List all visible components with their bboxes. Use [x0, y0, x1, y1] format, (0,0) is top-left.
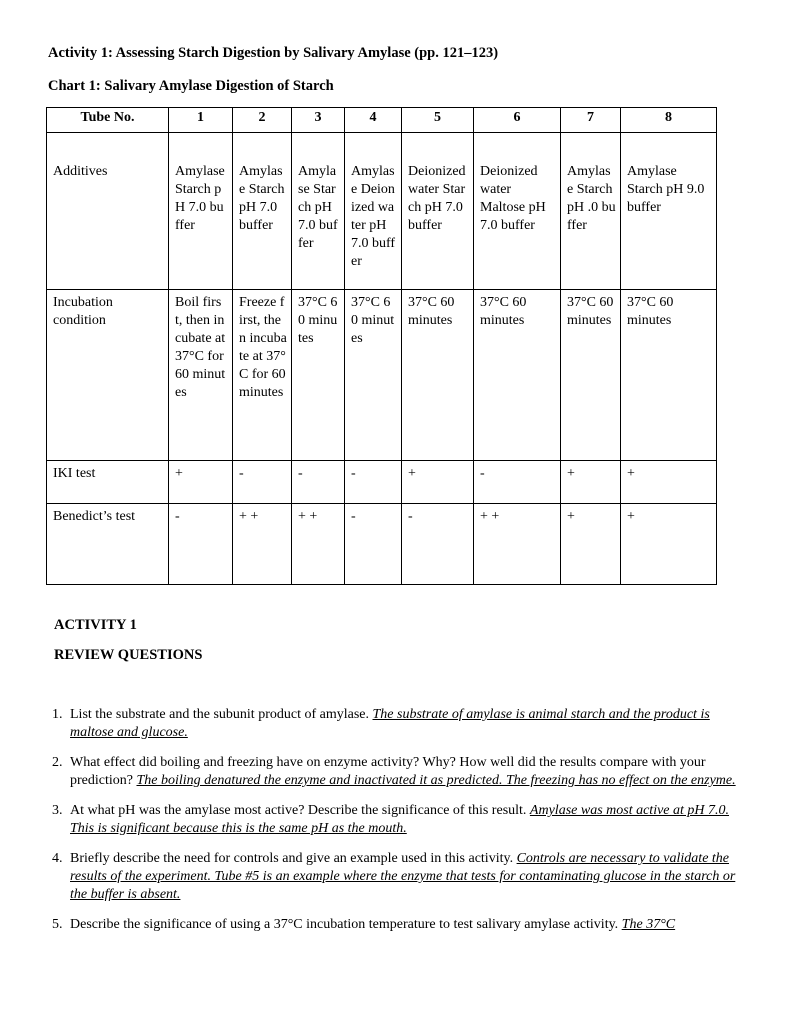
table-cell: 37°C 60 minutes: [621, 290, 717, 461]
table-cell: 37°C 60 minutes: [292, 290, 345, 461]
header-cell: 8: [621, 108, 717, 133]
answer-text: The 37°C: [621, 917, 676, 932]
chart-title: Chart 1: Salivary Amylase Digestion of Starch: [48, 78, 334, 94]
question-item: [48, 916, 748, 934]
question-item: [48, 850, 748, 904]
table-cell: Amylase Starch pH 7.0 buffer: [169, 133, 233, 290]
table-cell: Amylase Deionized water pH 7.0 buffer: [345, 133, 402, 290]
table-cell: +: [621, 504, 717, 585]
table-cell: Boil first, then incubate at 37°C for 60 minutes: [169, 290, 233, 461]
table-cell: -: [402, 504, 474, 585]
answer-text: The substrate of amylase is animal starch and the product is maltose and glucose.: [70, 707, 710, 740]
question-number: 3.: [52, 803, 63, 818]
question-number: 2.: [52, 755, 63, 770]
row-label: Incubation condition: [47, 290, 169, 461]
table-cell: -: [233, 461, 292, 504]
table-cell: 37°C 60 minutes: [561, 290, 621, 461]
results-table: [46, 107, 717, 585]
table-row: [47, 461, 717, 504]
answer-text: Controls are necessary to validate the results of the experiment. Tube #5 is an example where the enzyme that tests for contaminating glucose in the starch or the buffer is absent.: [70, 851, 736, 902]
table-cell: Freeze first, then incubate at 37°C for 60 minutes: [233, 290, 292, 461]
table-cell: -: [169, 504, 233, 585]
table-cell: + +: [474, 504, 561, 585]
question-text: List the substrate and the subunit product of amylase.: [70, 707, 369, 722]
question-number: 1.: [52, 707, 63, 722]
header-cell: 1: [169, 108, 233, 133]
question-text: What effect did boiling and freezing have on enzyme activity? Why? How well did the results compare with your prediction?: [70, 755, 706, 788]
table-cell: +: [169, 461, 233, 504]
table-cell: + +: [292, 504, 345, 585]
header-cell: 3: [292, 108, 345, 133]
review-questions-list: [48, 706, 748, 946]
table-cell: Deionized water Maltose pH 7.0 buffer: [474, 133, 561, 290]
table-cell: + +: [233, 504, 292, 585]
answer-text: The boiling denatured the enzyme and inactivated it as predicted. The freezing has no effect on the enzyme.: [136, 773, 736, 788]
row-label: Additives: [47, 133, 169, 290]
question-item: [48, 706, 748, 742]
activity-section-title: ACTIVITY 1: [54, 617, 137, 633]
table-row: [47, 133, 717, 290]
row-label: IKI test: [47, 461, 169, 504]
table-cell: +: [402, 461, 474, 504]
row-label: Benedict’s test: [47, 504, 169, 585]
header-cell: 4: [345, 108, 402, 133]
question-text: Describe the significance of using a 37°C incubation temperature to test salivary amylase activity.: [70, 917, 619, 932]
table-row: [47, 290, 717, 461]
header-cell: 7: [561, 108, 621, 133]
question-text: At what pH was the amylase most active? Describe the significance of this result.: [70, 803, 527, 818]
answer-text: Amylase was most active at pH 7.0. This is significant because this is the same pH as the mouth.: [70, 803, 730, 836]
question-item: [48, 754, 748, 790]
table-cell: Amylase Starch pH 7.0 buffer: [233, 133, 292, 290]
table-cell: 37°C 60 minutes: [402, 290, 474, 461]
table-cell: Amylase Starch pH 7.0 buffer: [292, 133, 345, 290]
header-cell: Tube No.: [47, 108, 169, 133]
question-item: [48, 802, 748, 838]
header-cell: 6: [474, 108, 561, 133]
table-cell: -: [345, 461, 402, 504]
table-cell: Deionized water Starch pH 7.0 buffer: [402, 133, 474, 290]
table-header-row: [47, 108, 717, 133]
table-cell: 37°C 60 minutes: [345, 290, 402, 461]
table-cell: +: [561, 461, 621, 504]
table-cell: +: [621, 461, 717, 504]
activity-heading: Activity 1: Assessing Starch Digestion by Salivary Amylase (pp. 121–123): [48, 45, 499, 61]
table-cell: 37°C 60 minutes: [474, 290, 561, 461]
review-questions-title: REVIEW QUESTIONS: [54, 647, 203, 663]
table-cell: -: [292, 461, 345, 504]
table-row: [47, 504, 717, 585]
table-cell: Amylase Starch pH 9.0 buffer: [621, 133, 717, 290]
question-number: 4.: [52, 851, 63, 866]
question-number: 5.: [52, 917, 63, 932]
table-cell: +: [561, 504, 621, 585]
question-text: Briefly describe the need for controls and give an example used in this activity.: [70, 851, 514, 866]
table-cell: -: [345, 504, 402, 585]
header-cell: 2: [233, 108, 292, 133]
header-cell: 5: [402, 108, 474, 133]
table-cell: Amylase Starch pH .0 buffer: [561, 133, 621, 290]
table-cell: -: [474, 461, 561, 504]
